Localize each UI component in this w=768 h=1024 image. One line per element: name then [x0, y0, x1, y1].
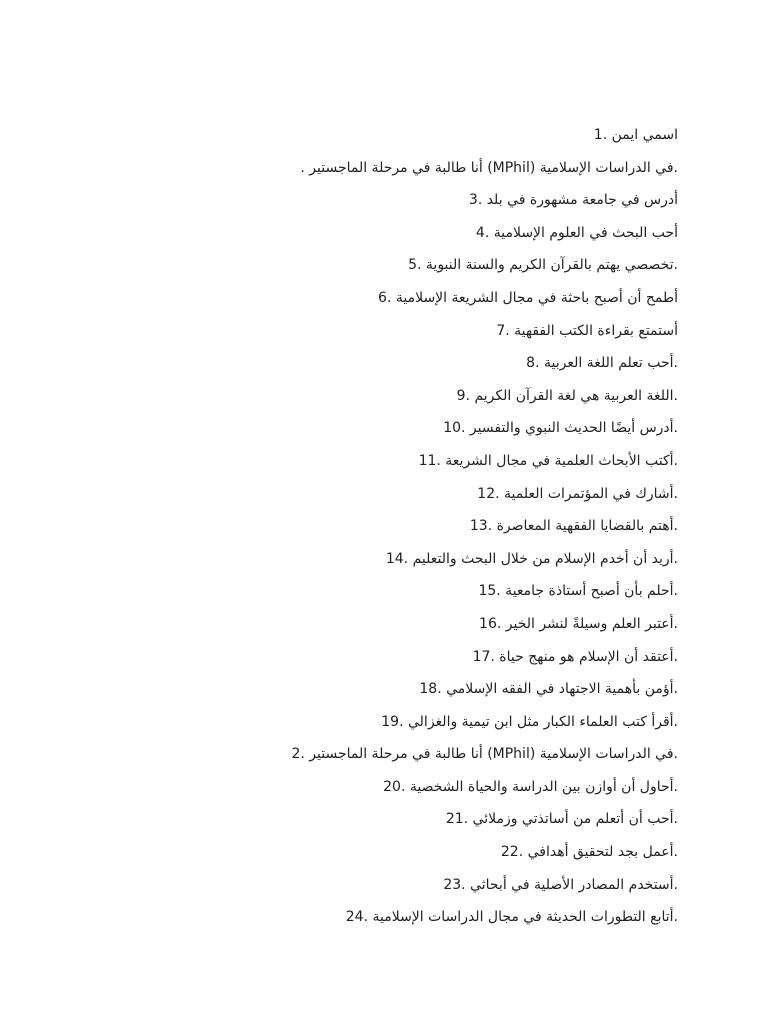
line-text: أطمح أن أصبح باحثة في مجال الشريعة الإسلامية .6: [378, 289, 678, 306]
text-line-19: [0, 706, 678, 739]
text-line-23: [0, 836, 678, 869]
line-text: .أؤمن بأهمية الاجتهاد في الفقه الإسلامي .18: [419, 681, 678, 698]
text-line-11: [0, 445, 678, 478]
text-line-9: [0, 380, 678, 413]
text-line-4: [0, 217, 678, 250]
line-text: .أحلم بأن أصبح أستاذة جامعية .15: [478, 583, 678, 600]
text-line-18: [0, 673, 678, 706]
line-text: .تخصصي يهتم بالقرآن الكريم والسنة النبوية .5: [408, 257, 678, 274]
line-text: .أتابع التطورات الحديثة في مجال الدراسات الإسلامية .24: [345, 909, 678, 926]
text-line-12: [0, 478, 678, 511]
line-text: أستمتع بقراءة الكتب الفقهية .7: [496, 322, 678, 339]
text-line-17: [0, 641, 678, 674]
line-text: .أعتقد أن الإسلام هو منهج حياة .17: [472, 648, 678, 665]
line-text: .أستخدم المصادر الأصلية في أبحاثي .23: [443, 876, 678, 893]
text-line-16: [0, 608, 678, 641]
line-text: .أعمل بجد لتحقيق أهدافي .22: [500, 844, 678, 861]
text-line-2: [0, 152, 678, 185]
line-text: أدرس في جامعة مشهورة في بلد .3: [468, 192, 678, 209]
line-text: .أحب أن أتعلم من أساتذتي وزملائي .21: [445, 811, 678, 828]
text-line-13: [0, 510, 678, 543]
line-text: اسمي ايمن .1: [593, 127, 678, 143]
text-line-8: [0, 347, 678, 380]
text-line-22: [0, 803, 678, 836]
line-text: .اللغة العربية هي لغة القرآن الكريم .9: [456, 387, 678, 404]
line-text: .أعتبر العلم وسيلةً لنشر الخير .16: [479, 615, 678, 632]
line-text: .أحب تعلم اللغة العربية .8: [526, 355, 678, 372]
line-text: .في الدراسات الإسلامية (MPhil) أنا طالبة في مرحلة الماجستير .2: [291, 746, 678, 763]
text-line-10: [0, 412, 678, 445]
text-line-15: [0, 575, 678, 608]
text-line-5: [0, 249, 678, 282]
text-line-6: [0, 282, 678, 315]
text-line-24: [0, 869, 678, 902]
text-line-14: [0, 543, 678, 576]
text-line-20: [0, 738, 678, 771]
line-text: .أدرس أيضًا الحديث النبوي والتفسير .10: [443, 420, 678, 437]
document-page: [0, 119, 678, 934]
text-line-21: [0, 771, 678, 804]
text-line-7: [0, 315, 678, 348]
line-text: .أحاول أن أوازن بين الدراسة والحياة الشخصية .20: [383, 778, 678, 795]
line-text: .أشارك في المؤتمرات العلمية .12: [477, 485, 678, 502]
text-line-3: [0, 184, 678, 217]
text-line-1: [0, 119, 678, 152]
line-text: .أريد أن أخدم الإسلام من خلال البحث والتعليم .14: [385, 550, 678, 567]
line-text: أحب البحث في العلوم الإسلامية .4: [475, 224, 678, 241]
line-text: .أهتم بالقضايا الفقهية المعاصرة .13: [469, 518, 678, 535]
line-text: .في الدراسات الإسلامية (MPhil) أنا طالبة في مرحلة الماجستير .: [300, 159, 678, 176]
text-line-25: [0, 901, 678, 934]
line-text: .أقرأ كتب العلماء الكبار مثل ابن تيمية والغزالي .19: [381, 713, 678, 730]
line-text: .أكتب الأبحاث العلمية في مجال الشريعة .11: [418, 452, 678, 469]
